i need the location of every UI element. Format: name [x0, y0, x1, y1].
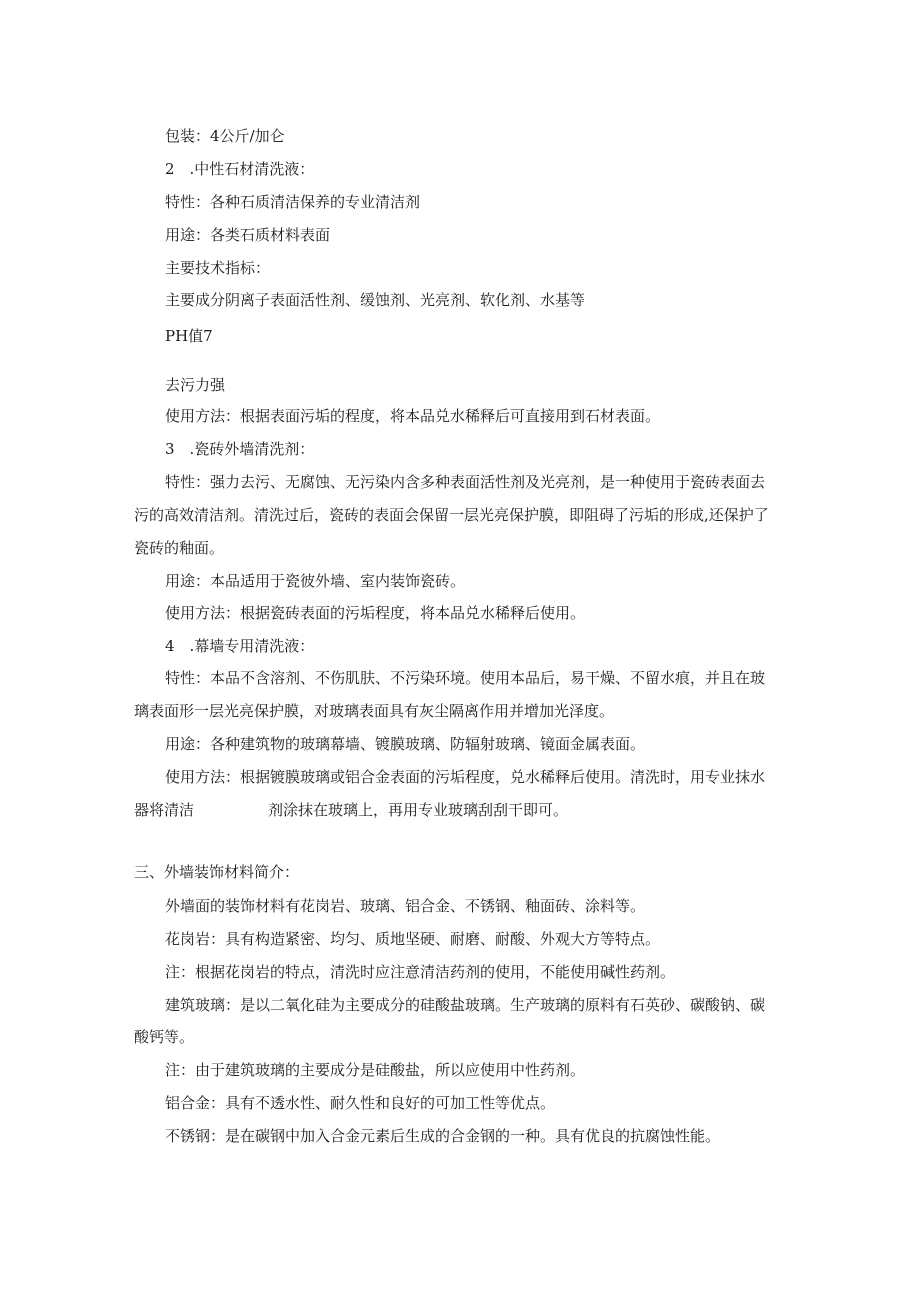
item2-usage: 用途：各类石质材料表面 [165, 226, 331, 244]
item2-method: 使用方法：根据表面污垢的程度，将本品兑水稀释后可直接用到石材表面。 [165, 407, 661, 425]
item2-title: 2 .中性石材清洗液： [165, 160, 315, 178]
item3-feature-line1: 特性：强力去污、无腐蚀、无污染内含多种表面活性剂及光亮剂，是一种使用于瓷砖表面去 [165, 473, 766, 491]
item2-feature: 特性：各种石质清洁保养的专业清洁剂 [165, 193, 421, 211]
item2-decontam: 去污力强 [165, 376, 226, 394]
item4-method-line2-part2: 剂涂抹在玻璃上，再用专业玻璃刮刮干即可。 [268, 801, 569, 819]
item4-method-line1: 使用方法：根据镀膜玻璃或铝合金表面的污垢程度，兑水稀释后使用。清洗时，用专业抹水 [165, 768, 766, 786]
glass-note: 注：由于建筑玻璃的主要成分是硅酸盐，所以应使用中性药剂。 [165, 1061, 586, 1079]
item4-method-line2-part1: 器将清洁 [134, 801, 195, 819]
item4-usage: 用途：各种建筑物的玻璃幕墙、镀膜玻璃、防辐射玻璃、镜面金属表面。 [165, 735, 646, 753]
granite-note: 注：根据花岗岩的特点，清洗时应注意清洁药剂的使用，不能使用碱性药剂。 [165, 963, 676, 981]
item3-feature-line2: 污的高效清洁剂。清洗过后，瓷砖的表面会保留一层光亮保护膜，即阻碍了污垢的形成,还保护了 [134, 506, 769, 524]
item2-ph: PH值7 [165, 327, 213, 345]
glass-line1: 建筑玻璃：是以二氧化硅为主要成分的硅酸盐玻璃。生产玻璃的原料有石英砂、碳酸钠、碳 [165, 996, 766, 1014]
stainless-text: 不锈钢：是在碳钢中加入合金元素后生成的合金钢的一种。具有优良的抗腐蚀性能。 [165, 1127, 721, 1145]
packaging-text: 包装：4公斤/加仑 [165, 127, 285, 145]
item3-usage: 用途：本品适用于瓷彼外墙、室内装饰瓷砖。 [165, 572, 466, 590]
granite-text: 花岗岩：具有构造紧密、均匀、质地坚硬、耐磨、耐酸、外观大方等特点。 [165, 930, 661, 948]
glass-line2: 酸钙等。 [134, 1028, 195, 1046]
item4-feature-line1: 特性：本品不含溶剂、不伤肌肤、不污染环境。使用本品后，易干燥、不留水痕，并且在玻 [165, 669, 766, 687]
item3-title: 3 .瓷砖外墙清洗剂： [165, 440, 315, 458]
item2-spec-title: 主要技术指标： [165, 259, 271, 277]
item2-composition: 主要成分阴离子表面活性剂、缓蚀剂、光亮剂、软化剂、水基等 [165, 291, 586, 309]
section3-intro: 外墙面的装饰材料有花岗岩、玻璃、铝合金、不锈钢、釉面砖、涂料等。 [165, 897, 646, 915]
item3-method: 使用方法：根据瓷砖表面的污垢程度，将本品兑水稀释后使用。 [165, 604, 586, 622]
item4-feature-line2: 璃表面形一层光亮保护膜，对玻璃表面具有灰尘隔离作用并增加光泽度。 [134, 702, 615, 720]
section3-heading: 三、外墙装饰材料简介： [134, 863, 300, 881]
item4-method-line2 [134, 800, 568, 820]
item4-title: 4 .幕墙专用清洗液： [165, 637, 315, 655]
aluminum-text: 铝合金：具有不透水性、耐久性和良好的可加工性等优点。 [165, 1094, 556, 1112]
item3-feature-line3: 瓷砖的釉面。 [134, 539, 225, 557]
